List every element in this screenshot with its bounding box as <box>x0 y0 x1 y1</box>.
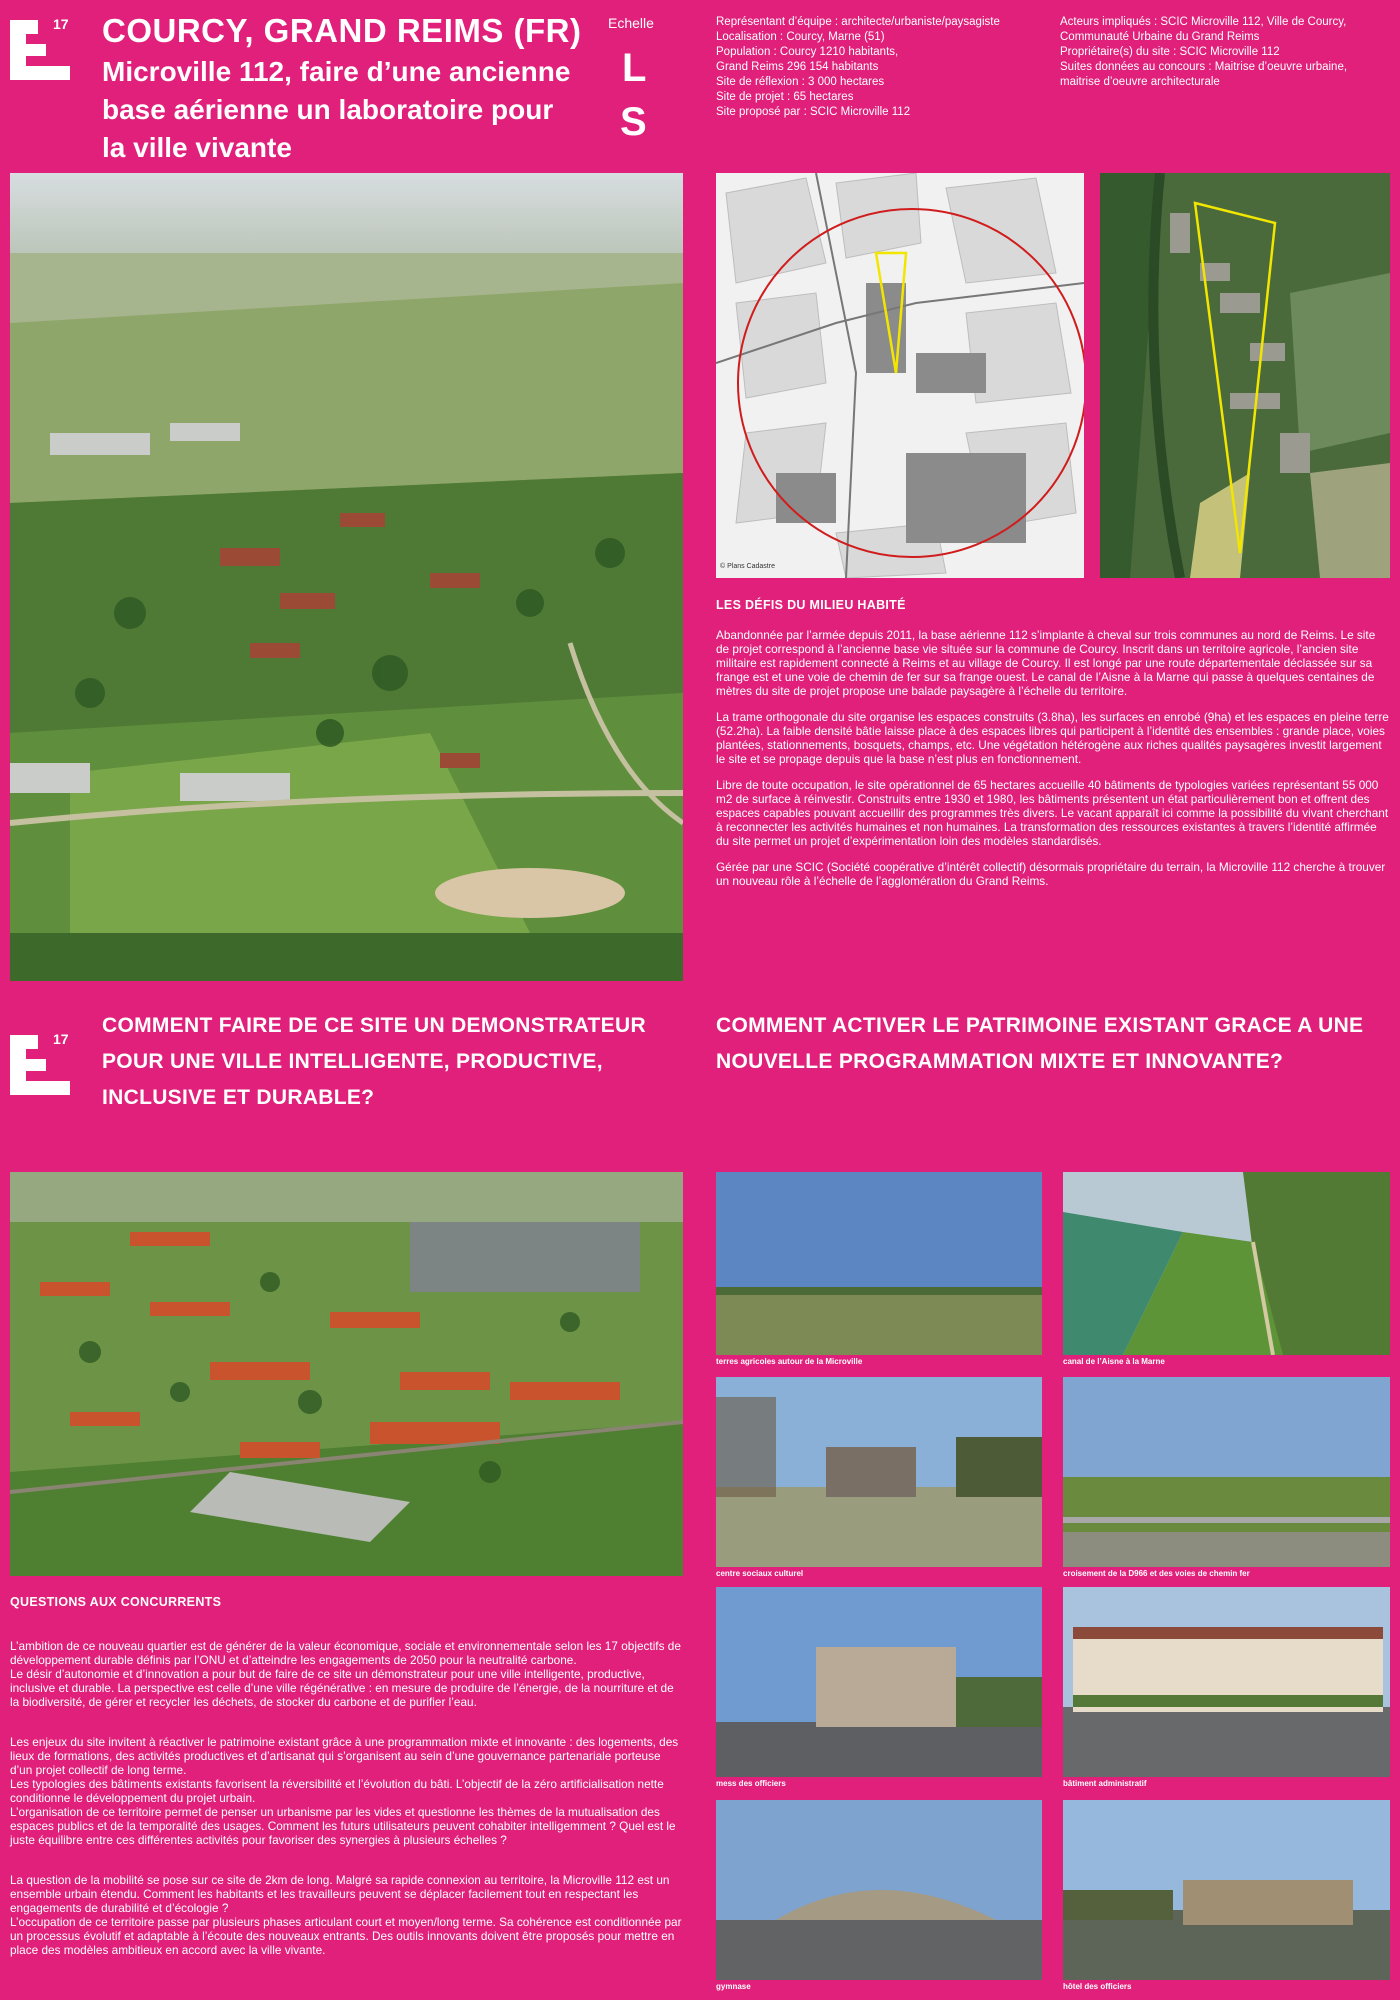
photo-caption: gymnase <box>716 1982 751 1991</box>
logo-number: 17 <box>53 16 69 32</box>
questions-paragraph: L’ambition de ce nouveau quartier est de générer de la valeur économique, sociale et environnementale selon les 17 objectifs de développement durable définis par l’ONU et d’atteindre les engagements de 2050 pour la neutralité carbone. Le désir d’autonomie et d’innovation a pour but de faire de ce site un démonstrateur pour une ville intelligente, productive, inclusive et durable. La perspective est celle d’une ville régénérative : en mesure de produire de l’énergie, de la nourriture et de la biodiversité, de gérer et recycler les déchets, de stocker du carbone et de purifier l’eau. <box>10 1639 681 1709</box>
meta-info-left <box>716 15 1046 120</box>
meta-line: Propriétaire(s) du site : SCIC Microville 112 <box>1060 46 1280 58</box>
defis-paragraph: Gérée par une SCIC (Société coopérative d’intérêt collectif) désormais propriétaire du terrain, la Microville 112 cherche à trouver un nouveau rôle à l’échelle de l’agglomération du Grand Reims. <box>716 860 1386 888</box>
map-credit: © Plans Cadastre <box>720 563 775 570</box>
meta-line: Localisation : Courcy, Marne (51) <box>716 31 885 43</box>
photo-officers-hotel <box>1063 1800 1390 1980</box>
photo-crossing <box>1063 1377 1390 1567</box>
logo-number: 17 <box>53 1031 69 1047</box>
logo-europan-bottom <box>10 1031 72 1097</box>
photo-caption: bâtiment administratif <box>1063 1779 1147 1788</box>
logo-europan <box>10 16 72 82</box>
meta-line: Communauté Urbaine du Grand Reims <box>1060 31 1260 43</box>
section-heading-defis: LES DÉFIS DU MILIEU HABITÉ <box>716 598 906 612</box>
photo-caption: hôtel des officiers <box>1063 1982 1132 1991</box>
page-title: COURCY, GRAND REIMS (FR) <box>102 12 582 49</box>
meta-line: maitrise d’oeuvre architecturale <box>1060 76 1220 88</box>
photo-caption: canal de l’Aisne à la Marne <box>1063 1357 1165 1366</box>
scale-label: Echelle <box>608 15 654 31</box>
section-heading-questions: QUESTIONS AUX CONCURRENTS <box>10 1595 222 1609</box>
defis-paragraph: La trame orthogonale du site organise les espaces construits (3.8ha), les surfaces en enrobé (9ha) et les espaces en pleine terre (52.2ha). La faible densité bâtie laisse place à des espaces libres qui participent à l’identité des ensembles : grande place, voies plantées, stationnements, bosquets, champs, etc. Une végétation hétérogène aux riches qualités paysagères investit largement le site et se propage depuis que la base n’est plus en fonctionnement. <box>716 710 1389 766</box>
site-map-cadastre <box>716 173 1084 578</box>
defis-paragraph: Libre de toute occupation, le site opérationnel de 65 hectares accueille 40 bâtiments de typologies variées représentant 55 000 m2 de surface à réinvestir. Construits entre 1930 et 1980, les bâtiments présentent un état particulièrement bon et offrent des espaces capables pouvant accueillir des programmes très divers. Le vacant apparaît ici comme la possibilité du vivant cherchant à reconnecter les activités humaines et non humaines. La transformation des ressources existantes à travers l’identité affirmée du site permet un projet d’expérimentation loin des modèles standardisés. <box>716 778 1389 848</box>
questions-paragraph: La question de la mobilité se pose sur ce site de 2km de long. Malgré sa rapide connexion au territoire, la Microville 112 est un ensemble urbain étendu. Comment les habitants et les travailleurs peuvent se déplacer facilement tout en respectant les engagements de durabilité et d’écologie ? L’occupation de ce territoire passe par plusieurs phases articulant court et moyen/long terme. Sa cohérence est conditionnée par un processus évolutif et adaptable à l’écoute des nouveaux entrants. Des outils innovants doivent être proposés pour mettre en place des modèles ambitieux en accord avec la ville vivante. <box>10 1873 682 1957</box>
meta-line: Représentant d’équipe : architecte/urbaniste/paysagiste <box>716 16 1000 28</box>
satellite-image <box>1100 173 1390 578</box>
photo-gymnasium <box>716 1800 1042 1980</box>
question-title-right: COMMENT ACTIVER LE PATRIMOINE EXISTANT GRACE A UNE NOUVELLE PROGRAMMATION MIXTE ET INNOVANTE? <box>716 1014 1364 1073</box>
photo-admin-building <box>1063 1587 1390 1777</box>
questions-paragraph: Les enjeux du site invitent à réactiver le patrimoine existant grâce à une programmation mixte et innovante : des logements, des lieux de formations, des activités productives et d’artisanat qui s’organisent au sein d’une gouvernance partenariale porteuse d’un projet collectif de long terme. Les typologies des bâtiments existants favorisent la réversibilité et l’évolution du bâti. L’objectif de la zéro artificialisation nette conditionne le développement du projet urbain. L’organisation de ce territoire permet de penser un urbanisme par les vides et questionne les thèmes de la mutualisation des espaces publics et de la temporalité des usages. Comment les futurs utilisateurs peuvent cohabiter intelligemment ? Quel est le juste équilibre entre ces différentes activités pour favoriser des synergies à plusieurs échelles ? <box>10 1735 679 1847</box>
meta-line: Site de projet : 65 hectares <box>716 91 854 103</box>
meta-info-right <box>1060 15 1395 90</box>
question-title-left: COMMENT FAIRE DE CE SITE UN DEMONSTRATEUR POUR UNE VILLE INTELLIGENTE, PRODUCTIVE, INCLUSIVE ET DURABLE? <box>102 1014 646 1109</box>
page-subtitle: Microville 112, faire d’une ancienne base aérienne un laboratoire pour la ville vivante <box>102 56 571 163</box>
photo-cultural-center <box>716 1377 1042 1567</box>
photo-canal <box>1063 1172 1390 1355</box>
photo-caption: terres agricoles autour de la Microville <box>716 1357 863 1366</box>
photo-officers-mess <box>716 1587 1042 1777</box>
scale-letter-s: S <box>620 100 647 144</box>
meta-line: Site proposé par : SCIC Microville 112 <box>716 106 911 118</box>
aerial-photo-base <box>10 173 683 981</box>
photo-caption: croisement de la D966 et des voies de chemin fer <box>1063 1569 1250 1578</box>
meta-line: Population : Courcy 1210 habitants, <box>716 46 899 58</box>
meta-line: Grand Reims 296 154 habitants <box>716 61 879 73</box>
defis-body <box>716 628 1390 900</box>
aerial-photo-barracks <box>10 1172 683 1576</box>
meta-line: Site de réflexion : 3 000 hectares <box>716 76 885 88</box>
defis-paragraph: Abandonnée par l’armée depuis 2011, la base aérienne 112 s’implante à cheval sur trois communes au nord de Reims. Le site de projet correspond à l’ancienne base vie située sur la commune de Courcy. Inscrit dans un territoire agricole, l’ancien site militaire est rapidement connecté à Reims et au village de Courcy. Il est longé par une route départementale déclassée sur sa frange est et une voie de chemin de fer sur sa frange ouest. Le canal de l’Aisne à la Marne qui passe à quelques centaines de mètres du site de projet propose une balade paysagère à l’échelle du territoire. <box>716 628 1376 698</box>
photo-caption: mess des officiers <box>716 1779 786 1788</box>
photo-caption: centre sociaux culturel <box>716 1569 804 1578</box>
meta-line: Suites données au concours : Maitrise d’oeuvre urbaine, <box>1060 61 1348 73</box>
questions-body <box>10 1625 683 1983</box>
photo-farmland <box>716 1172 1042 1355</box>
meta-line: Acteurs impliqués : SCIC Microville 112, Ville de Courcy, <box>1060 16 1347 28</box>
scale-letter-l: L <box>622 46 647 90</box>
